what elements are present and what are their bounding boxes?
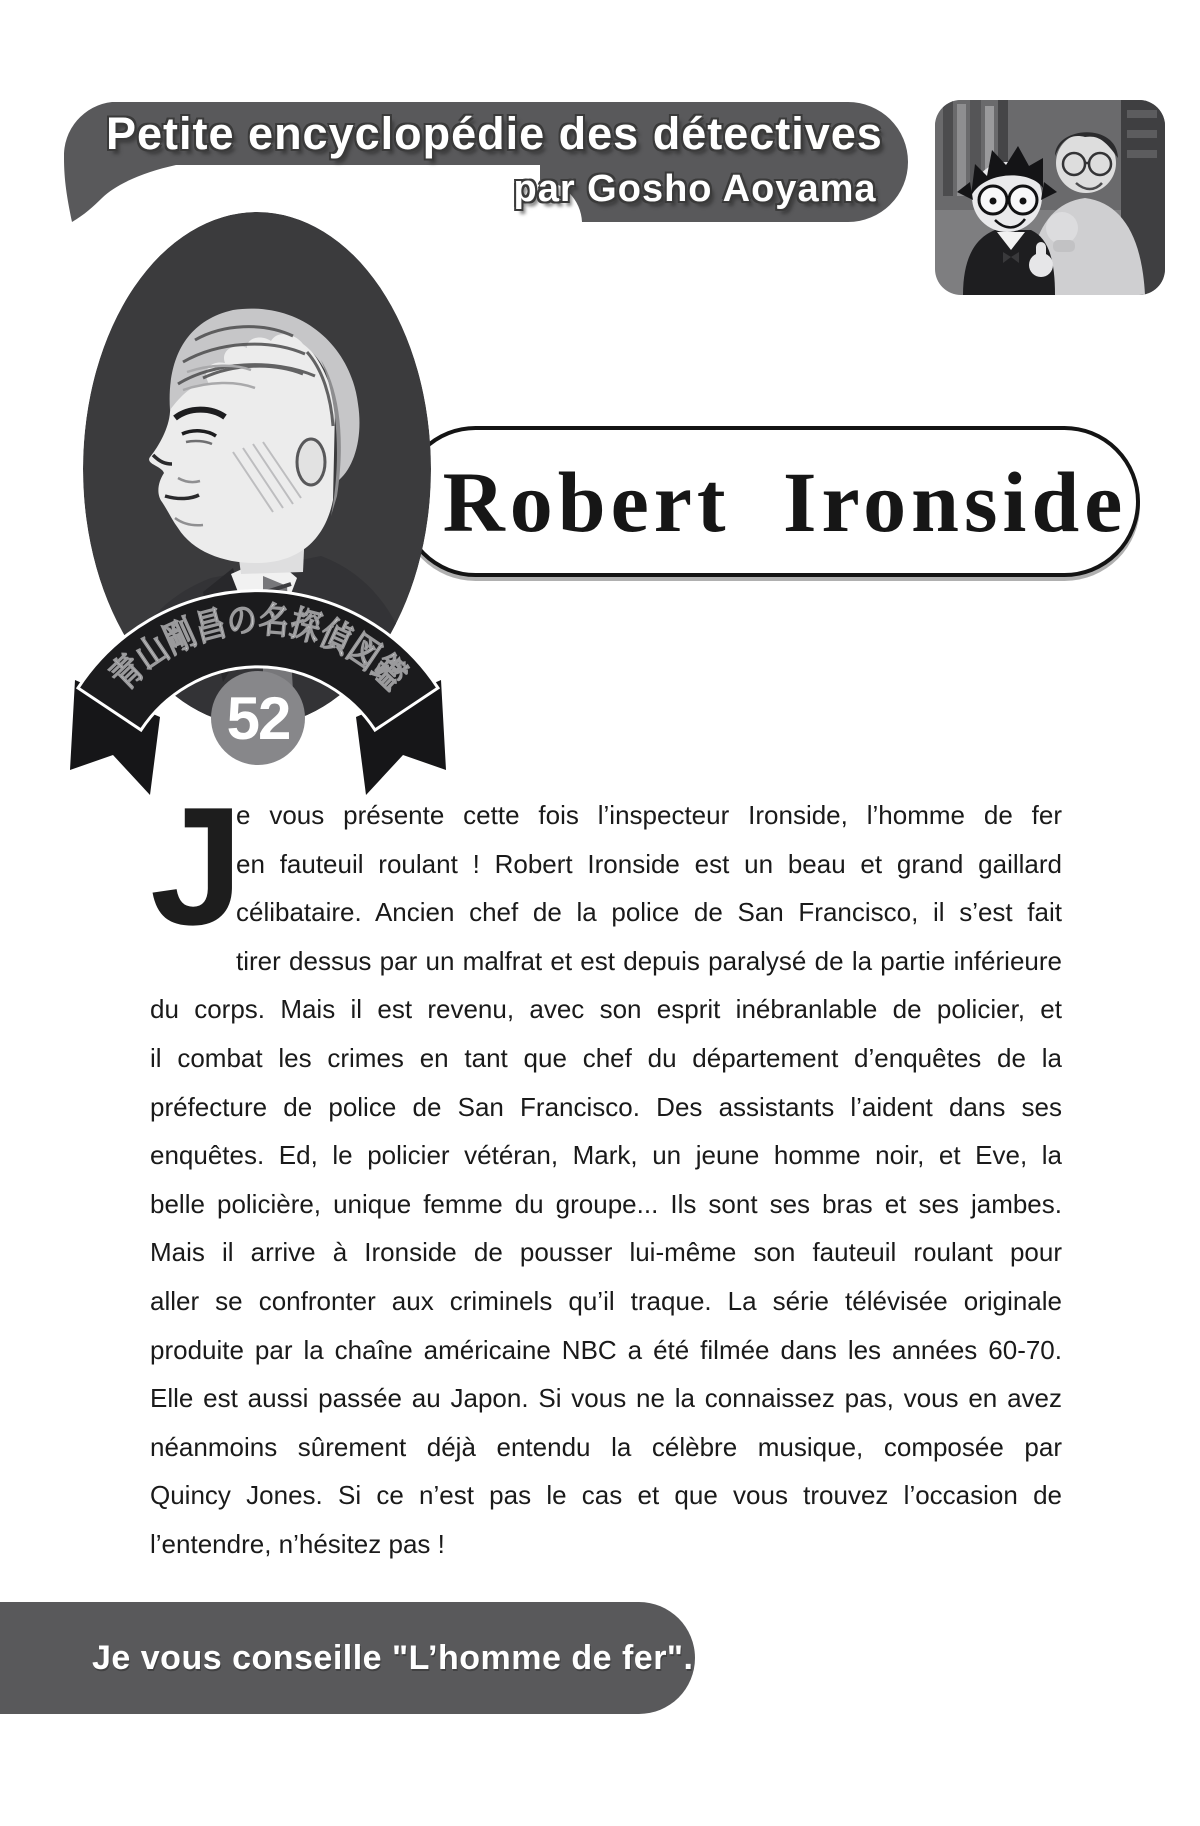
page-title: Petite encyclopédie des détectives bbox=[106, 108, 883, 159]
dropcap: J bbox=[150, 772, 244, 960]
gosho-aoyama-photo-art bbox=[935, 100, 1165, 295]
article-line: Quincy Jones. Si ce n’est pas le cas et que vous trouvez l’occasion de bbox=[150, 1480, 1062, 1511]
article-line: célibataire. Ancien chef de la police de San Francisco, il s’est fait bbox=[236, 897, 1062, 928]
article-line: aller se confronter aux criminels qu’il traque. La série télévisée originale bbox=[150, 1285, 1062, 1316]
article-line: produite par la chaîne américaine NBC a été filmée dans les années 60-70. bbox=[150, 1334, 1062, 1365]
series-ribbon bbox=[55, 560, 461, 810]
article-line: Elle est aussi passée au Japon. Si vous ne la connaissez pas, vous en avez bbox=[150, 1383, 1062, 1414]
series-ribbon-art bbox=[55, 560, 461, 810]
article-line: néanmoins sûrement déjà entendu la célèbre musique, composée par bbox=[150, 1431, 1062, 1462]
article-line: en fauteuil roulant ! Robert Ironside est un beau et grand gaillard bbox=[236, 848, 1062, 879]
detective-name-card bbox=[400, 426, 1140, 577]
article-line: préfecture de police de San Francisco. Des assistants l’aident dans ses bbox=[150, 1091, 1062, 1122]
article-line: tirer dessus par un malfrat et est depuis paralysé de la partie inférieure bbox=[236, 945, 1062, 976]
article-line: il combat les crimes en tant que chef du département d’enquêtes de la bbox=[150, 1042, 1062, 1073]
article-body bbox=[150, 772, 1062, 1569]
gosho-aoyama-photo bbox=[935, 100, 1165, 295]
recommendation-text: Je vous conseille "L’homme de fer". bbox=[92, 1638, 694, 1677]
detective-name: Robert Ironside bbox=[442, 453, 1128, 550]
article-line: du corps. Mais il est revenu, avec son esprit inébranlable de policier, et bbox=[150, 994, 1062, 1025]
article-lines bbox=[150, 772, 1062, 1569]
article-line: e vous présente cette fois l’inspecteur Ironside, l’homme de fer bbox=[236, 800, 1062, 830]
recommendation-banner bbox=[0, 1602, 695, 1714]
entry-number: 52 bbox=[226, 685, 290, 752]
ribbon-japanese-title: 青山剛昌の名探偵図鑑 bbox=[102, 599, 418, 703]
article-line: l’entendre, n’hésitez pas ! bbox=[150, 1528, 445, 1559]
article-line: Mais il arrive à Ironside de pousser lui-même son fauteuil roulant pour bbox=[150, 1237, 1062, 1268]
author-byline: par Gosho Aoyama bbox=[513, 168, 877, 210]
article-line: enquêtes. Ed, le policier vétéran, Mark, un jeune homme noir, et Eve, la bbox=[150, 1140, 1062, 1171]
header-banner bbox=[64, 102, 908, 222]
article-line: belle policière, unique femme du groupe... Ils sont ses bras et ses jambes. bbox=[150, 1188, 1062, 1219]
